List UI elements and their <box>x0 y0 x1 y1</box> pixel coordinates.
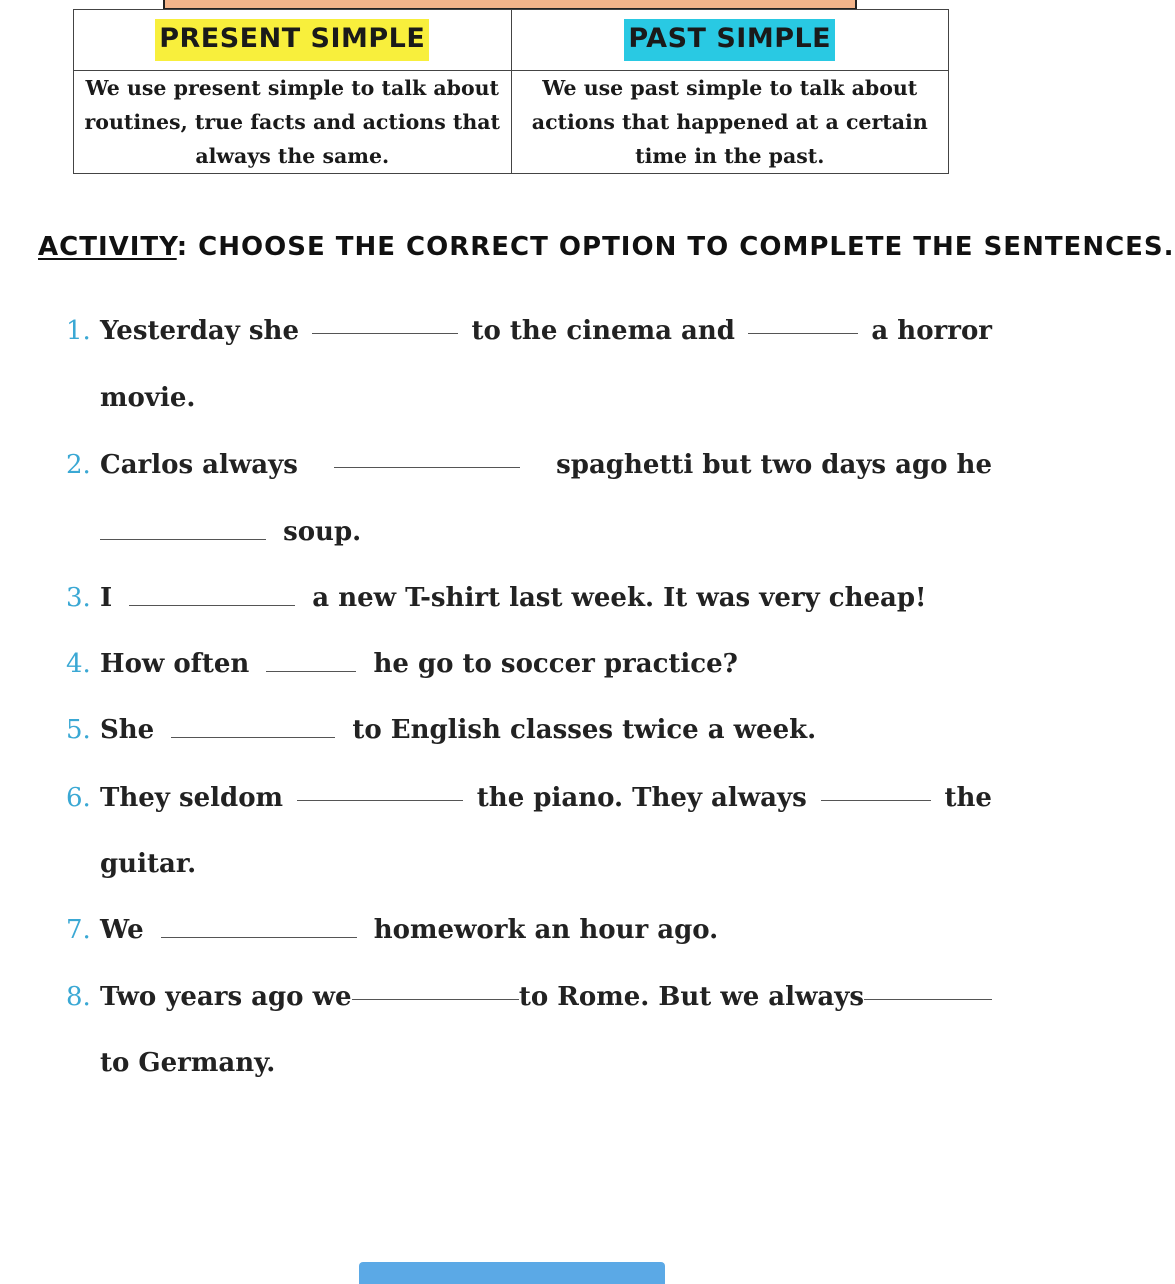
question-1-continuation: movie. <box>100 383 196 413</box>
question-8-continuation: to Germany. <box>100 1048 276 1078</box>
question-text: a new T-shirt last week. It was very cheap! <box>312 583 927 613</box>
answer-blank[interactable] <box>821 780 931 801</box>
activity-title <box>38 232 1175 262</box>
question-number: 4. <box>66 649 91 679</box>
question-text: homework an hour ago. <box>373 915 719 945</box>
question-text: he go to soccer practice? <box>373 649 738 679</box>
question-text: Carlos always <box>100 450 298 480</box>
present-description: We use present simple to talk about routines, true facts and actions that always the same. <box>74 71 512 174</box>
question-number: 3. <box>66 583 91 613</box>
question-text: to the cinema and <box>471 316 735 346</box>
question-5-line <box>100 712 992 748</box>
question-text: the <box>944 783 992 813</box>
past-header-cell <box>511 10 949 71</box>
activity-instruction: : CHOOSE THE CORRECT OPTION TO COMPLETE THE SENTENCES. <box>176 232 1175 262</box>
question-number: 5. <box>66 715 91 745</box>
question-2-line <box>100 447 992 483</box>
answer-blank[interactable] <box>334 447 520 468</box>
table-header-row <box>74 10 949 71</box>
question-6-continuation: guitar. <box>100 849 197 879</box>
question-6-line <box>100 780 992 816</box>
grammar-table <box>73 9 949 174</box>
bottom-action-button[interactable] <box>359 1262 665 1284</box>
past-simple-heading: PAST SIMPLE <box>624 19 835 61</box>
question-text: Yesterday she <box>100 316 299 346</box>
question-4-line <box>100 646 992 682</box>
answer-blank[interactable] <box>129 585 295 606</box>
question-text: Two years ago we <box>100 982 352 1012</box>
question-text: a horror <box>871 316 992 346</box>
question-8-line <box>100 979 992 1015</box>
question-1-line <box>100 313 992 349</box>
question-text: We <box>100 915 144 945</box>
answer-blank[interactable] <box>352 979 519 1000</box>
question-text: soup. <box>283 517 362 547</box>
answer-blank[interactable] <box>864 979 992 1000</box>
question-text: the piano. They always <box>476 783 807 813</box>
past-description: We use past simple to talk about actions that happened at a certain time in the past. <box>511 71 949 174</box>
question-text: to English classes twice a week. <box>352 715 817 745</box>
question-text: She <box>100 715 155 745</box>
answer-blank[interactable] <box>100 519 266 540</box>
answer-blank[interactable] <box>161 917 357 938</box>
question-text: to Rome. But we always <box>518 982 864 1012</box>
answer-blank[interactable] <box>266 651 356 672</box>
question-2-continuation <box>100 514 992 550</box>
question-text: I <box>100 583 113 613</box>
answer-blank[interactable] <box>171 717 335 738</box>
present-simple-heading: PRESENT SIMPLE <box>155 19 429 61</box>
question-text: They seldom <box>100 783 284 813</box>
table-row <box>74 71 949 174</box>
question-number: 1. <box>66 316 91 346</box>
question-number: 6. <box>66 783 91 813</box>
question-text: How often <box>100 649 250 679</box>
question-3-line <box>100 580 992 616</box>
present-header-cell <box>74 10 512 71</box>
question-7-line <box>100 912 992 948</box>
answer-blank[interactable] <box>312 313 458 334</box>
question-number: 8. <box>66 982 91 1012</box>
activity-label: ACTIVITY <box>38 232 177 262</box>
answer-blank[interactable] <box>297 780 463 801</box>
answer-blank[interactable] <box>748 313 858 334</box>
question-number: 2. <box>66 450 91 480</box>
question-number: 7. <box>66 915 91 945</box>
question-text: spaghetti but two days ago he <box>556 450 992 480</box>
